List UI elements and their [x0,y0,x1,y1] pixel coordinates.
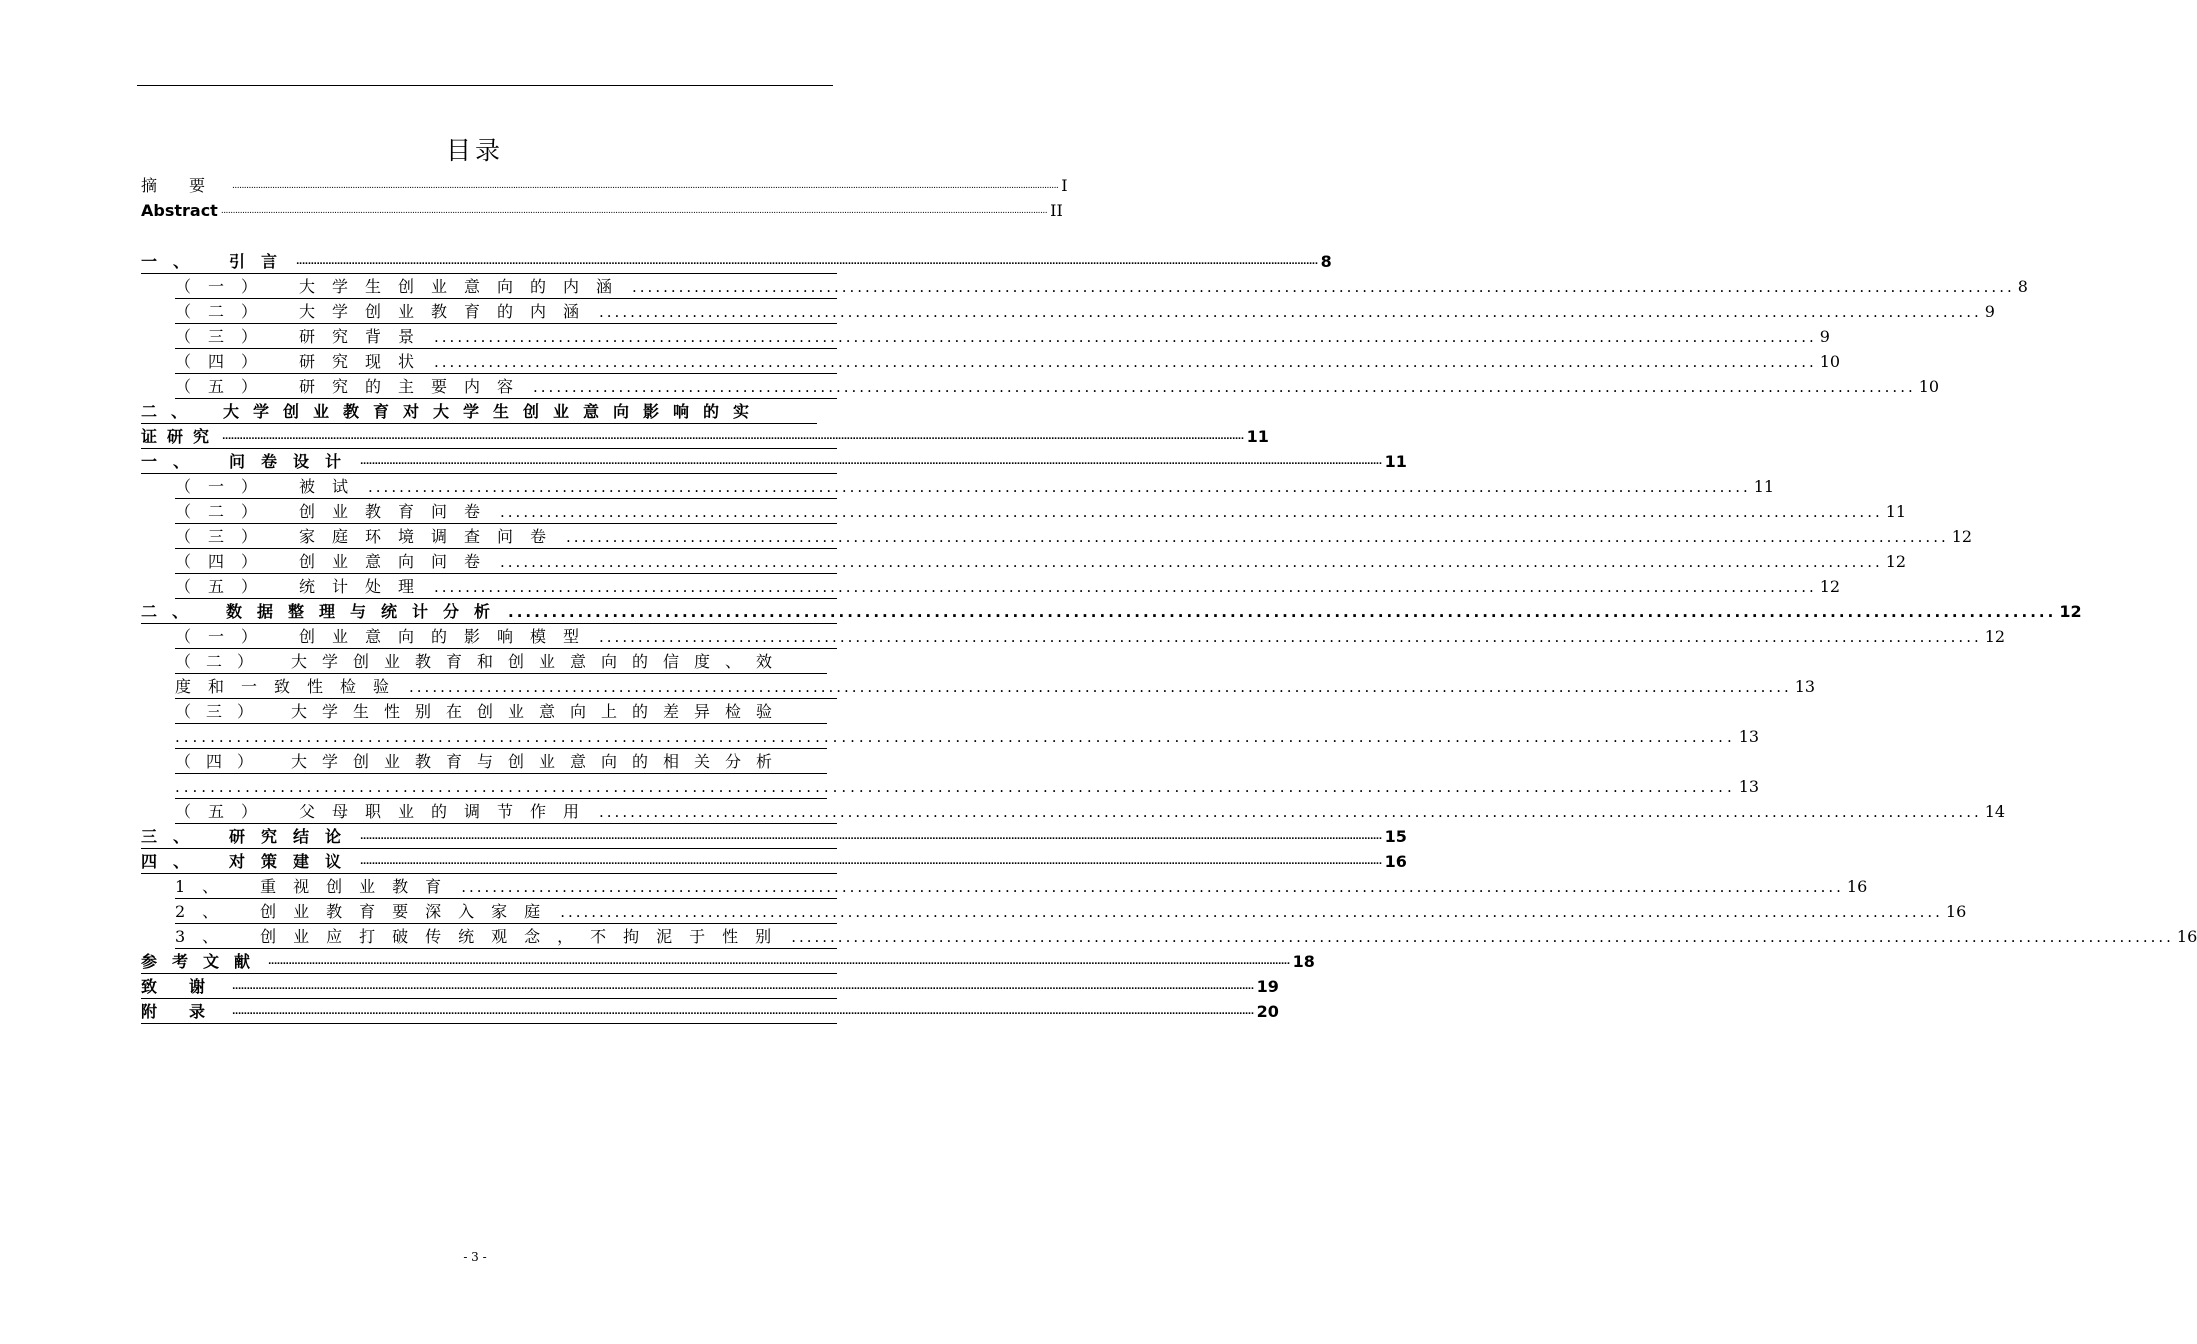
toc-entry-title: （五） 统计处理 [175,577,432,596]
toc-entry[interactable] [141,426,1269,449]
toc-entry-title: Abstract [141,201,218,220]
toc-page: 13 [1794,677,1816,696]
toc-entry[interactable] [141,951,1315,974]
toc-leader: .............................................................................................................................................................................................................................................................................................................................................................. [268,957,1290,967]
toc-page: 15 [1384,827,1407,846]
toc-entry[interactable] [175,701,827,724]
toc-entry-title: 四、 对策建议 [141,852,358,871]
toc-entry-title: 二、 大学创业教育对大学生创业意向影响的实 [141,402,764,421]
toc-leader: .............................................................................................................................................................................................................................................................................................................................................................. [360,857,1382,867]
toc-page: 9 [1984,302,1995,321]
toc-leader: .............................................................................................................................................................................................................................................................................................................................................................. [220,206,1048,216]
toc-leader: .................................................................................................................................................................................. [434,328,1817,346]
toc-entry[interactable] [141,826,1407,849]
toc-entry-title: 致 谢 [141,977,206,996]
toc-page: 12 [1951,527,1973,546]
toc-entry-title: （三） 研究背景 [175,327,432,346]
toc-entry-title: 三、 研究结论 [141,827,358,846]
toc-entry[interactable] [175,876,1868,899]
toc-entry-title: （一） 被试 [175,477,366,496]
toc-entry-title: （四） 大学创业教育与创业意向的相关分析 [175,752,788,771]
toc-entry[interactable] [175,751,827,774]
toc-leader: .................................................................................................................................................................................. [599,628,1982,646]
toc-entry-title: （一） 大学生创业意向的内涵 [175,277,630,296]
page-title: 目录 [445,136,504,165]
toc-page: 11 [1885,502,1907,521]
toc-page: 16 [2176,927,2197,946]
toc-entry-title: 参考文献 [141,952,266,971]
toc-entry[interactable] [141,200,1063,222]
toc-leader: .................................................................................................................................................................................. [791,928,2174,946]
toc-entry[interactable] [141,175,1068,197]
toc-entry[interactable] [175,351,1841,374]
toc-page: 8 [2017,277,2028,296]
toc-page: 12 [2059,602,2082,621]
toc-leader: .............................................................................................................................................................................................................................................................................................................................................................. [232,181,1059,191]
toc-leader: .................................................................................................................................................................................. [461,878,1844,896]
toc-entry[interactable] [141,451,1407,474]
toc-entry[interactable] [175,926,2197,949]
toc-page: 19 [1256,977,1279,996]
toc-entry-title: （五） 研究的主要内容 [175,377,531,396]
toc-leader: .................................................................................................................................................................................. [533,378,1916,396]
toc-page: 18 [1292,952,1315,971]
toc-entry[interactable] [175,276,2028,299]
toc-entry-title: 附 录 [141,1002,206,1021]
toc-page: 10 [1918,377,1940,396]
toc-entry[interactable] [175,576,1841,599]
toc-entry[interactable] [141,401,817,424]
toc-entry[interactable] [175,476,1775,499]
toc-entry[interactable] [175,376,1940,399]
toc-leader: .................................................................................................................................................................................. [599,303,1982,321]
toc-leader: .............................................................................................................................................................................................................................................................................................................................................................. [296,257,1318,267]
toc-entry-title: （二） 大学创业教育和创业意向的信度、效 [175,652,788,671]
toc-leader: .................................................................................................................................................................................. [175,728,1736,746]
toc-entry-title: 二、 数据整理与统计分析 [141,602,506,621]
toc-entry-title: （三） 家庭环境调查问卷 [175,527,564,546]
toc-entry[interactable] [141,251,1332,274]
toc-entry[interactable] [141,851,1407,874]
toc-leader: .................................................................................................................................................................................. [434,353,1817,371]
toc-page: 12 [1885,552,1907,571]
toc-leader: .............................................................................................................................................................................................................................................................................................................................................................. [232,1007,1254,1017]
toc-page: 12 [1984,627,2006,646]
page-number: - 3 - [463,1250,487,1264]
toc-leader: .................................................................................................................................................................................. [566,528,1949,546]
toc-page: 13 [1738,727,1760,746]
toc-page: 10 [1819,352,1841,371]
toc-page: II [1050,201,1063,220]
toc-leader: .................................................................................................................................................................................. [368,478,1751,496]
toc-entry-title: （二） 创业教育问卷 [175,502,498,521]
toc-page: 20 [1256,1002,1279,1021]
toc-entry-title: （一） 创业意向的影响模型 [175,627,597,646]
toc-page: 16 [1384,852,1407,871]
toc-entry-title: 一、 问卷设计 [141,452,358,471]
toc-leader: .............................................................................................................................................................................................................................................................................................................................................................. [222,432,1244,442]
toc-leader: .................................................................................................................................................................................. [560,903,1943,921]
toc-entry[interactable] [175,676,1816,699]
toc-entry[interactable] [141,1001,1279,1024]
toc-entry-title: 3、 创业应打破传统观念，不拘泥于性别 [175,927,789,946]
toc-entry[interactable] [175,501,1907,524]
toc-page: I [1061,176,1068,195]
toc-entry-title: 2、 创业教育要深入家庭 [175,902,558,921]
toc-leader: .................................................................................................................................................................................. [632,278,2015,296]
toc-page: 8 [1320,252,1332,271]
toc-page: 11 [1384,452,1407,471]
toc-entry[interactable] [175,301,1995,324]
toc-page: 16 [1945,902,1967,921]
toc-leader: .................................................................................................................................................................................. [500,553,1883,571]
toc-entry[interactable] [175,776,1760,799]
toc-entry[interactable] [175,901,1967,924]
toc-entry-title: （五） 父母职业的调节作用 [175,802,597,821]
toc-page: 13 [1738,777,1760,796]
toc-leader: .................................................................................................................................................................................. [434,578,1817,596]
toc-entry[interactable] [175,651,827,674]
toc-entry-title: （三） 大学生性别在创业意向上的差异检验 [175,702,788,721]
toc-entry-title: 1、 重视创业教育 [175,877,459,896]
toc-entry[interactable] [175,626,2006,649]
toc-leader: .................................................................................................................................................................................. [500,503,1883,521]
toc-entry-title: 证研究 [141,427,220,446]
toc-entry[interactable] [175,526,1973,549]
toc-page: 9 [1819,327,1830,346]
toc-entry-title: 一、 引言 [141,252,294,271]
toc-entry[interactable] [175,801,2006,824]
toc-leader: .................................................................................................................................................................................. [175,778,1736,796]
toc-leader: .................................................................................................................................................................................. [599,803,1982,821]
toc-entry-title: （四） 创业意向问卷 [175,552,498,571]
toc-entry-title: （二） 大学创业教育的内涵 [175,302,597,321]
toc-entry-title: 摘 要 [141,176,206,195]
toc-page: 16 [1846,877,1868,896]
toc-entry[interactable] [175,326,1830,349]
toc-page: 14 [1984,802,2006,821]
toc-entry[interactable] [141,976,1279,999]
toc-page: 11 [1753,477,1775,496]
toc-leader: .............................................................................................................................................................................................................................................................................................................................................................. [232,982,1254,992]
toc-leader: .............................................................................................................................................................................................................................................................................................................................................................. [360,457,1382,467]
toc-leader: .................................................................................................................................................................................. [508,603,2057,621]
toc-leader: .............................................................................................................................................................................................................................................................................................................................................................. [360,832,1382,842]
toc-entry-title: 度和一致性检验 [175,677,407,696]
toc-page: 12 [1819,577,1841,596]
toc-page: 11 [1246,427,1269,446]
toc-entry-title: （四） 研究现状 [175,352,432,371]
toc-entry[interactable] [175,551,1907,574]
toc-entry[interactable] [141,601,2082,624]
toc-leader: .................................................................................................................................................................................. [409,678,1792,696]
toc-entry[interactable] [175,726,1760,749]
